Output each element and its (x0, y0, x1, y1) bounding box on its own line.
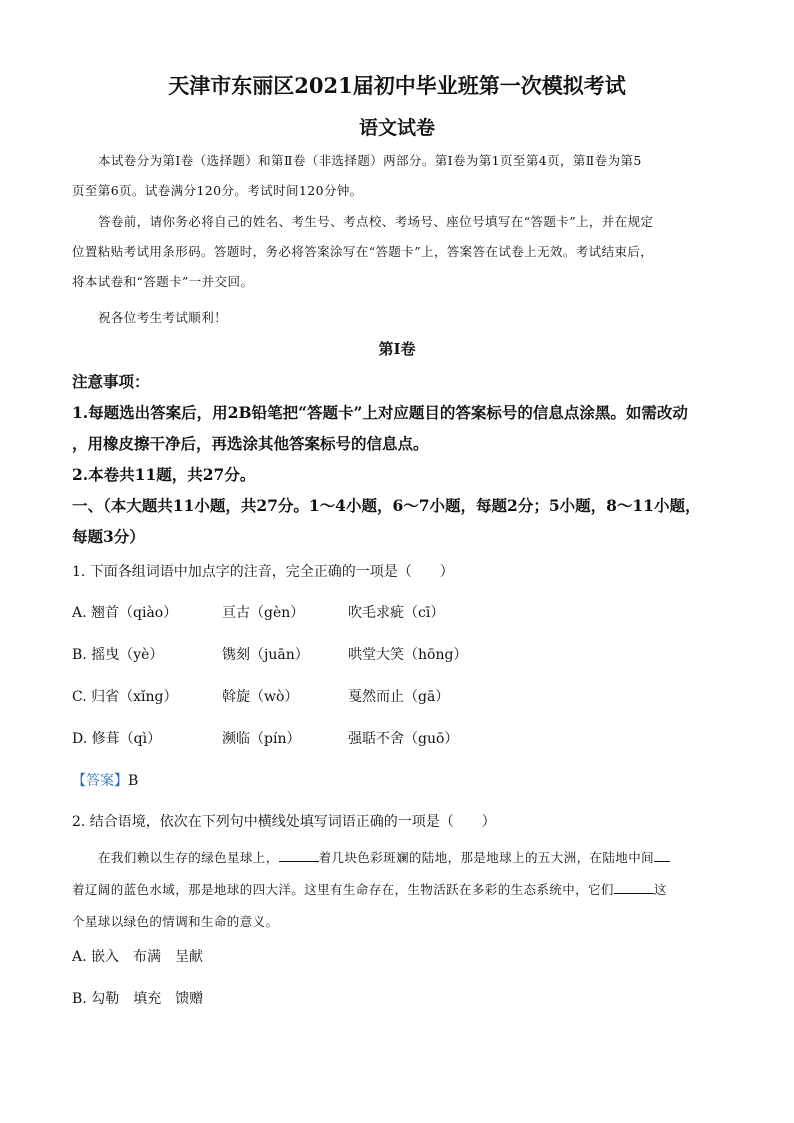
intro-line: 页至第6页。试卷满分120分。考试时间120分钟。 (72, 183, 363, 198)
intro-line: 位置粘贴考试用条形码。答题时，务必将答案涂写在“答题卡”上，答案答在试卷上无效。考试结束后， (72, 244, 654, 259)
page-title: 天津市东丽区2021届初中毕业班第一次模拟考试 (168, 73, 626, 98)
intro-line: 将本试卷和“答题卡”一并交回。 (72, 274, 254, 289)
option-cell: 镌刻（juān） (222, 647, 309, 663)
intro-paragraph-2 (72, 207, 724, 297)
answer-value: B (128, 773, 139, 789)
option-cell: 强聒不舍（guō） (348, 731, 459, 747)
notes-title: 注意事项： (72, 372, 150, 391)
intro-line: 祝各位考生考试顺利！ (98, 310, 228, 325)
fill-blank (279, 851, 319, 862)
option-cell: 哄堂大笑（hōng） (348, 647, 468, 663)
option-cell: 斡旋（wò） (222, 689, 299, 705)
question-1-option-b (72, 644, 732, 666)
option-cell: 濒临（pín） (222, 731, 301, 747)
fill-blank (614, 883, 654, 894)
question-2-option-b: B. 勾勒 填充 馈赠 (72, 991, 204, 1007)
question-1-stem: 1. 下面各组词语中加点字的注音，完全正确的一项是（ ） (72, 564, 454, 580)
option-cell: B. 摇曳（yè） (72, 647, 164, 663)
passage-text: 这 (653, 882, 667, 897)
passage-text: 着辽阔的蓝色水域，那是地球的四大洋。这里有生命存在，生物活跃在多彩的生态系统中，它们 (72, 882, 614, 897)
option-cell: 吹毛求疵（cī） (348, 605, 445, 621)
answer-tag: 【答案】 (72, 773, 128, 789)
notes-block (72, 366, 732, 552)
question-1-option-c (72, 686, 732, 708)
question-1-option-d (72, 728, 732, 750)
intro-paragraph-1 (72, 146, 724, 206)
page-subtitle: 语文试卷 (358, 117, 435, 139)
option-cell: 亘古（gèn） (222, 605, 305, 621)
part-line: 一、（本大题共11小题，共27分。1～4小题，6～7小题，每题2分；5小题，8～11小题， (72, 496, 701, 515)
intro-line: 答卷前，请你务必将自己的姓名、考生号、考点校、考场号、座位号填写在“答题卡”上，并在规定 (98, 214, 654, 229)
option-cell: A. 翘首（qiào） (72, 605, 178, 621)
note-line: ，用橡皮擦干净后，再选涂其他答案标号的信息点。 (72, 434, 429, 453)
passage-text: 着几块色彩斑斓的陆地，那是地球上的五大洲，在陆地中间 (318, 850, 655, 865)
passage-line (72, 874, 722, 906)
passage-line: 个星球以绿色的情调和生命的意义。 (72, 914, 279, 929)
option-cell: 戛然而止（gā） (348, 689, 450, 705)
passage-text: 在我们赖以生存的绿色星球上， (98, 850, 279, 865)
option-cell: C. 归省（xǐng） (72, 689, 178, 705)
intro-line: 本试卷分为第Ⅰ卷（选择题）和第Ⅱ卷（非选择题）两部分。第Ⅰ卷为第1页至第4页，第Ⅱ卷为第5 (98, 153, 642, 168)
question-2-stem: 2. 结合语境，依次在下列句中横线处填写词语正确的一项是（ ） (72, 814, 496, 830)
question-1-option-a (72, 602, 732, 624)
question-2-passage (72, 842, 722, 938)
question-2-option-a: A. 嵌入 布满 呈献 (72, 949, 204, 965)
answer-line (72, 770, 138, 790)
fill-blank (654, 851, 670, 862)
part-line: 每题3分） (72, 527, 145, 546)
intro-paragraph-3 (72, 303, 724, 333)
note-line: 2.本卷共11题，共27分。 (72, 465, 256, 484)
passage-line (72, 842, 722, 874)
option-cell: D. 修葺（qì） (72, 731, 162, 747)
section-heading: 第Ⅰ卷 (378, 340, 416, 358)
note-line: 1.每题选出答案后，用2B铅笔把“答题卡”上对应题目的答案标号的信息点涂黑。如需改动 (72, 403, 688, 422)
